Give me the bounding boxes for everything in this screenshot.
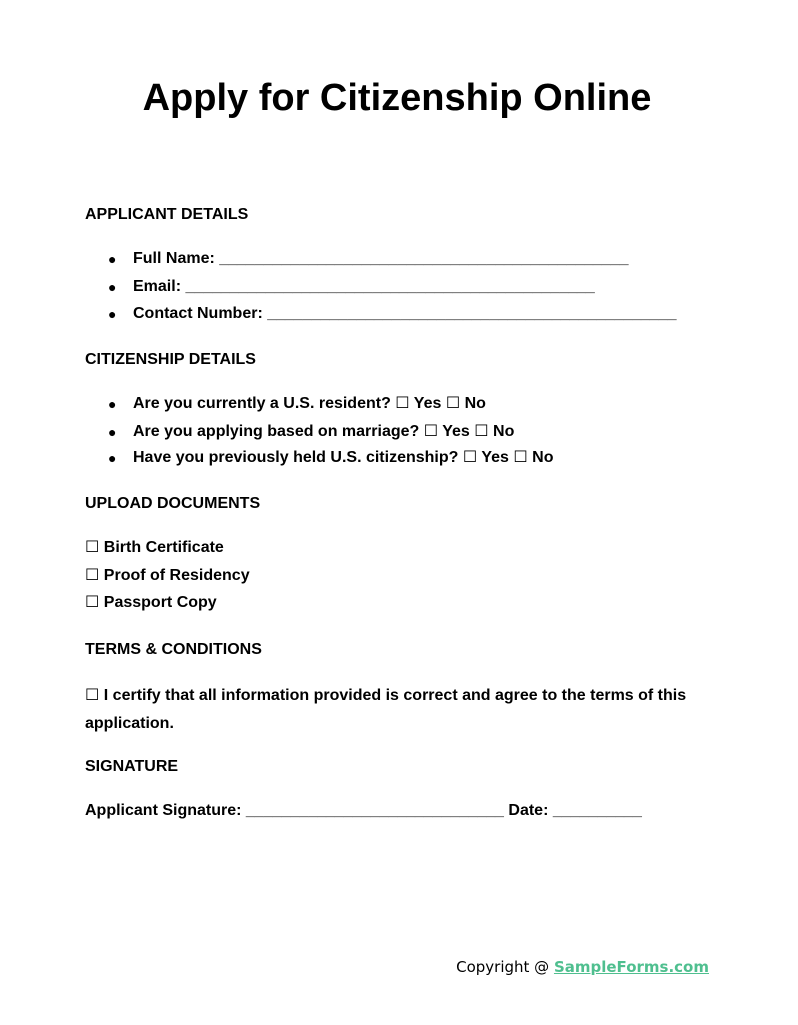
- sampleforms-link[interactable]: SampleForms.com: [553, 958, 709, 976]
- copyright-footer: [456, 957, 709, 977]
- proof-of-residency-checkbox[interactable]: ☐ Proof of Residency: [85, 567, 250, 584]
- bullet-icon: ●: [108, 251, 117, 267]
- us-resident-label: Are you currently a U.S. resident? ☐ Yes ☐ No: [133, 395, 486, 412]
- previous-citizenship-label: Have you previously held U.S. citizenship? ☐ Yes ☐ No: [133, 449, 554, 466]
- upload-documents-heading: UPLOAD DOCUMENTS: [85, 495, 261, 512]
- email-label: Email: ______________________________________________: [133, 278, 595, 295]
- bullet-icon: ●: [108, 450, 117, 466]
- terms-agreement-checkbox[interactable]: ☐ I certify that all information provided is correct and agree to the terms of this application.: [85, 687, 687, 732]
- terms-heading: TERMS & CONDITIONS: [85, 641, 262, 658]
- birth-certificate-checkbox[interactable]: ☐ Birth Certificate: [85, 539, 224, 556]
- bullet-icon: ●: [108, 279, 117, 295]
- copyright-prefix: Copyright @: [456, 958, 554, 976]
- applicant-details-heading: APPLICANT DETAILS: [85, 206, 249, 223]
- signature-date-line[interactable]: Applicant Signature: _____________________________ Date: __________: [85, 802, 642, 819]
- full-name-label: Full Name: ______________________________________________: [133, 250, 629, 267]
- bullet-icon: ●: [108, 424, 117, 440]
- contact-number-label: Contact Number: ______________________________________________: [133, 305, 677, 322]
- marriage-label: Are you applying based on marriage? ☐ Yes ☐ No: [133, 423, 515, 440]
- passport-copy-checkbox[interactable]: ☐ Passport Copy: [85, 594, 217, 611]
- page-title: Apply for Citizenship Online: [142, 77, 652, 119]
- bullet-icon: ●: [108, 306, 117, 322]
- bullet-icon: ●: [108, 396, 117, 412]
- citizenship-details-heading: CITIZENSHIP DETAILS: [85, 351, 256, 368]
- signature-heading: SIGNATURE: [85, 758, 179, 775]
